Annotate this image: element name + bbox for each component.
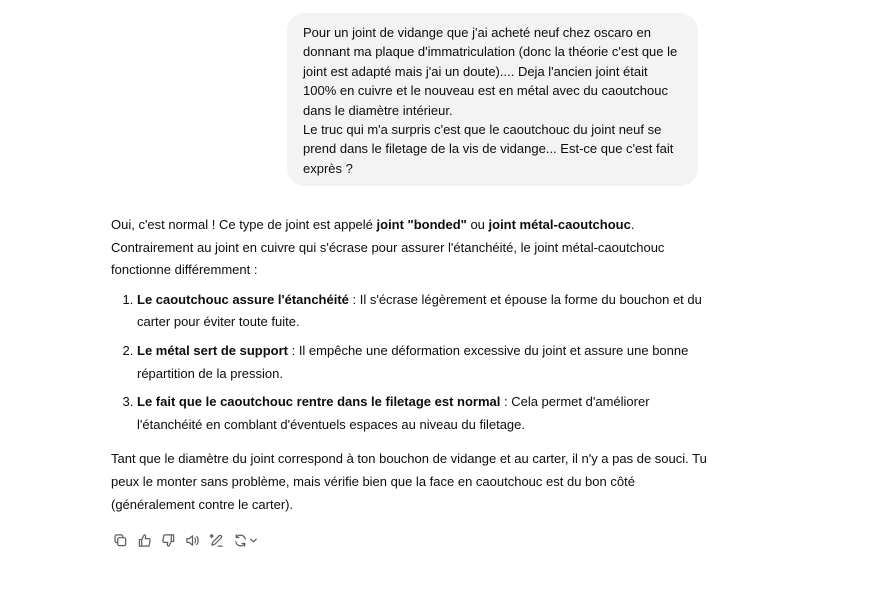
intro-text-3: . Contrairement au joint en cuivre qui s'écrase pour assurer l'étanchéité, le joint métal-caoutchouc fonctionne différemment : — [111, 217, 665, 278]
list-item-bold: Le caoutchouc assure l'étanchéité — [137, 291, 349, 307]
thumbs-up-icon — [137, 533, 152, 548]
thumbs-down-button[interactable] — [159, 531, 177, 549]
list-item-bold: Le fait que le caoutchouc rentre dans le filetage est normal — [137, 394, 501, 410]
assistant-closing: Tant que le diamètre du joint correspond à ton bouchon de vidange et au carter, il n'y a pas de souci. Tu peux le monter sans problème, mais vérifie bien que la face en caoutchouc est du bon côté (généralement contre le carter). — [111, 451, 707, 512]
list-item-text: : Il empêche une déformation excessive du joint et assure une bonne répartition de la pression. — [137, 342, 689, 381]
message-actions — [111, 530, 259, 550]
copy-icon — [113, 533, 128, 548]
list-item — [137, 340, 711, 385]
copy-button[interactable] — [111, 531, 129, 549]
intro-text-2: ou — [466, 217, 489, 232]
regenerate-icon — [233, 533, 248, 548]
user-message-line-2: Le truc qui m'a surpris c'est que le caoutchouc du joint neuf se prend dans le filetage de la vis de vidange... Est-ce que c'est fait exprès ? — [303, 122, 674, 176]
assistant-intro — [111, 214, 711, 282]
read-aloud-icon — [185, 533, 200, 548]
edit-canvas-icon — [209, 533, 224, 548]
user-message-line-1: Pour un joint de vidange que j'ai acheté neuf chez oscaro en donnant ma plaque d'immatriculation (donc la théorie c'est que le joint est adapté mais j'ai un doute).... Deja l'ancien joint était 100% en cuivre et le nouveau est en métal avec du caoutchouc dans le diamètre intérieur. — [303, 25, 678, 118]
list-item-bold: Le métal sert de support — [137, 342, 288, 358]
assistant-message — [111, 214, 711, 516]
list-item-text: : Il s'écrase légèrement et épouse la forme du bouchon et du carter pour éviter toute fuite. — [137, 291, 702, 330]
chevron-down-icon — [249, 536, 258, 545]
edit-canvas-button[interactable] — [207, 531, 225, 549]
intro-bold-1: joint "bonded" — [376, 217, 467, 232]
regenerate-button[interactable] — [231, 531, 259, 549]
thumbs-up-button[interactable] — [135, 531, 153, 549]
thumbs-down-icon — [161, 533, 176, 548]
list-item — [137, 391, 711, 436]
assistant-list — [111, 289, 711, 437]
intro-text-1: Oui, c'est normal ! Ce type de joint est appelé — [111, 217, 377, 232]
list-item-text: : Cela permet d'améliorer l'étanchéité en comblant d'éventuels espaces au niveau du filetage. — [137, 394, 650, 432]
intro-bold-2: joint métal-caoutchouc — [488, 217, 631, 232]
user-message-bubble — [287, 13, 698, 186]
read-aloud-button[interactable] — [183, 531, 201, 549]
list-item — [137, 289, 711, 334]
